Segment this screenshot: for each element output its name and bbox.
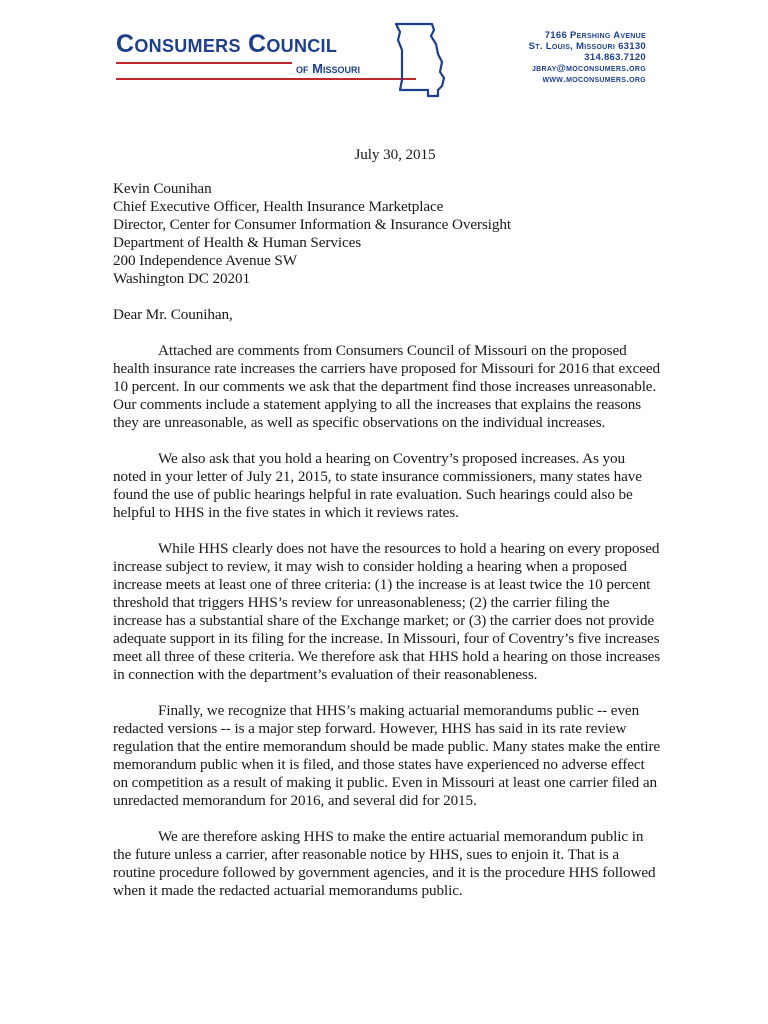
address-street: 7166 Pershing Avenue (544, 30, 646, 41)
address-block (529, 30, 646, 85)
recipient-line: Department of Health & Human Services (113, 234, 362, 251)
address-phone: 314.863.7120 (584, 52, 646, 63)
letter-date: July 30, 2015 (354, 146, 436, 163)
letter-greeting: Dear Mr. Counihan, (113, 306, 233, 323)
letter-body (113, 146, 661, 918)
missouri-state-outline-icon (392, 20, 448, 98)
address-city: St. Louis, Missouri 63130 (528, 41, 646, 52)
recipient-line: Washington DC 20201 (113, 270, 250, 287)
body-paragraph: We also ask that you hold a hearing on Coventry’s proposed increases. As you noted in your letter of July 21, 2015, to state insurance commissioners, many states have found the use of public hearings helpful in rate evaluation. Such hearings could also be helpful to HHS in the five states in which it reviews rates. (113, 450, 642, 521)
address-website[interactable]: www.moconsumers.org (542, 74, 646, 85)
body-paragraph: While HHS clearly does not have the resources to hold a hearing on every proposed increase subject to review, it may wish to consider holding a hearing when a proposed increase meets at least one of three criteria: (1) the increase is at least twice the 10 percent threshold that triggers HHS’s review for unreasonableness; (2) the carrier filing the increase has a substantial share of the Exchange market; or (3) the carrier does not provide adequate support in its filing for the increase. In Missouri, four of Coventry’s five increases meet all three of these criteria. We therefore ask that HHS hold a hearing on those increases in connection with the department’s evaluation of their reasonableness. (113, 540, 661, 683)
letterhead-rule-short (116, 62, 292, 64)
body-paragraph: Attached are comments from Consumers Council of Missouri on the proposed health insurance rate increases the carriers have proposed for Missouri for 2016 that exceed 10 percent. In our comments we ask that the department find those increases unreasonable. Our comments include a statement applying to all the increases that explains the reasons they are unreasonable, as well as specific observations on the individual increases. (113, 342, 661, 431)
letterhead-rule-long (116, 78, 416, 80)
recipient-line: 200 Independence Avenue SW (113, 252, 297, 269)
organization-name: Consumers Council (116, 30, 338, 58)
body-paragraph: Finally, we recognize that HHS’s making actuarial memorandums public -- even redacted versions -- is a major step forward. However, HHS has said in its rate review regulation that the entire memorandum should be made public. Many states make the entire memorandum public when it is filed, and those states have experienced no adverse effect on competition as a result of making it public. Even in Missouri at least one carrier filed an unredacted memorandum for 2016, and several did for 2015. (113, 702, 661, 809)
recipient-line: Director, Center for Consumer Information & Insurance Oversight (113, 216, 511, 233)
body-paragraph: We are therefore asking HHS to make the entire actuarial memorandum public in the future unless a carrier, after reasonable notice by HHS, sues to enjoin it. That is a routine procedure followed by government agencies, and it is the procedure HHS followed when it made the redacted actuarial memorandums public. (113, 828, 656, 899)
recipient-line: Kevin Counihan (113, 180, 212, 197)
address-email[interactable]: jbray@moconsumers.org (531, 63, 646, 74)
recipient-line: Chief Executive Officer, Health Insurance Marketplace (113, 198, 444, 215)
recipient-block (113, 180, 661, 288)
letterhead (0, 0, 768, 110)
organization-subtitle: of Missouri (296, 61, 360, 76)
